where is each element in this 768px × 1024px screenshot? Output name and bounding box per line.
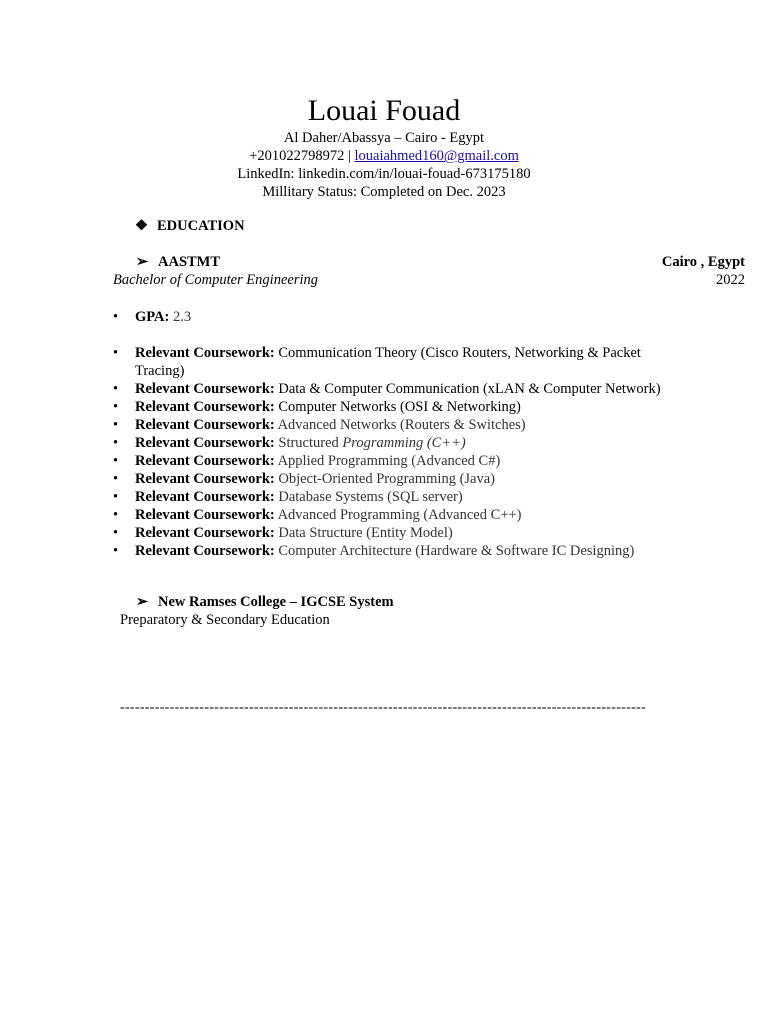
coursework-label: Relevant Coursework: (135, 435, 275, 451)
aastmt-heading (136, 254, 220, 271)
bullet-icon: • (113, 381, 119, 397)
school-description: Preparatory & Secondary Education (120, 612, 330, 628)
coursework-text: Database Systems (SQL server) (278, 489, 463, 505)
coursework-label: Relevant Coursework: (135, 453, 275, 469)
coursework-item (113, 434, 673, 452)
aastmt-location: Cairo , Egypt (661, 254, 745, 270)
diamond-bullet-icon: ❖ (135, 218, 148, 234)
coursework-item (113, 506, 673, 524)
coursework-text: Structured (278, 435, 339, 451)
gpa-list (113, 308, 673, 326)
education-title: EDUCATION (157, 218, 245, 234)
coursework-label: Relevant Coursework: (135, 489, 275, 505)
coursework-item (113, 344, 673, 380)
coursework-label: Relevant Coursework: (135, 507, 275, 523)
bullet-icon: • (113, 489, 119, 505)
coursework-item (113, 542, 673, 560)
bullet-icon: • (113, 399, 119, 415)
gpa-item (113, 308, 673, 326)
coursework-label: Relevant Coursework: (135, 381, 275, 397)
coursework-item (113, 416, 673, 434)
coursework-text: Computer Architecture (Hardware & Software IC Designing) (278, 543, 635, 559)
bullet-icon: • (113, 507, 119, 523)
coursework-label: Relevant Coursework: (135, 417, 275, 433)
coursework-text: Communication Theory (Cisco Routers, Networking & Packet Tracing) (135, 345, 641, 379)
aastmt-year: 2022 (716, 272, 745, 288)
arrow-bullet-icon: ➢ (136, 254, 149, 270)
coursework-item (113, 398, 673, 416)
coursework-text: Advanced Networks (Routers & Switches) (277, 417, 526, 433)
gpa-label: GPA: (135, 309, 170, 325)
bullet-icon: • (113, 525, 119, 541)
phone-number: +201022798972 | (249, 148, 351, 164)
bullet-icon: • (113, 435, 119, 451)
education-heading (135, 218, 245, 235)
coursework-item (113, 470, 673, 488)
coursework-text: Computer Networks (OSI & Networking) (278, 399, 521, 415)
school-institution: New Ramses College – IGCSE System (158, 594, 394, 610)
coursework-text: Data Structure (Entity Model) (278, 525, 453, 541)
phone-email-line (0, 147, 768, 165)
section-divider: ---------------------------------------------------------------------------------------------------------- (120, 700, 646, 715)
coursework-label: Relevant Coursework: (135, 345, 275, 361)
coursework-text: Object-Oriented Programming (Java) (278, 471, 495, 487)
coursework-item (113, 488, 673, 506)
email-link[interactable]: louaiahmed160@gmail.com (354, 148, 519, 164)
coursework-item (113, 452, 673, 470)
coursework-text: Applied Programming (Advanced C#) (277, 453, 501, 469)
aastmt-institution: AASTMT (158, 254, 221, 270)
coursework-label: Relevant Coursework: (135, 471, 275, 487)
bullet-icon: • (113, 471, 119, 487)
coursework-item (113, 380, 673, 398)
military-status-line: Millitary Status: Completed on Dec. 2023 (262, 184, 506, 200)
coursework-text: Advanced Programming (Advanced C++) (277, 507, 522, 523)
bullet-icon: • (113, 417, 119, 433)
coursework-label: Relevant Coursework: (135, 525, 275, 541)
coursework-text-italic: Programming (C++) (342, 435, 466, 451)
coursework-label: Relevant Coursework: (135, 399, 275, 415)
gpa-value: 2.3 (173, 309, 192, 325)
coursework-list (113, 344, 673, 560)
school-heading (136, 594, 394, 611)
bullet-icon: • (113, 345, 119, 361)
aastmt-degree: Bachelor of Computer Engineering (113, 272, 318, 288)
arrow-bullet-icon: ➢ (136, 594, 149, 610)
address-line: Al Daher/Abassya – Cairo - Egypt (283, 130, 485, 146)
bullet-icon: • (113, 309, 119, 325)
bullet-icon: • (113, 453, 119, 469)
candidate-name: Louai Fouad (307, 94, 461, 127)
linkedin-line: LinkedIn: linkedin.com/in/louai-fouad-673175180 (237, 166, 531, 182)
bullet-icon: • (113, 543, 119, 559)
coursework-item (113, 524, 673, 542)
coursework-text: Data & Computer Communication (xLAN & Computer Network) (278, 381, 661, 397)
coursework-label: Relevant Coursework: (135, 543, 275, 559)
